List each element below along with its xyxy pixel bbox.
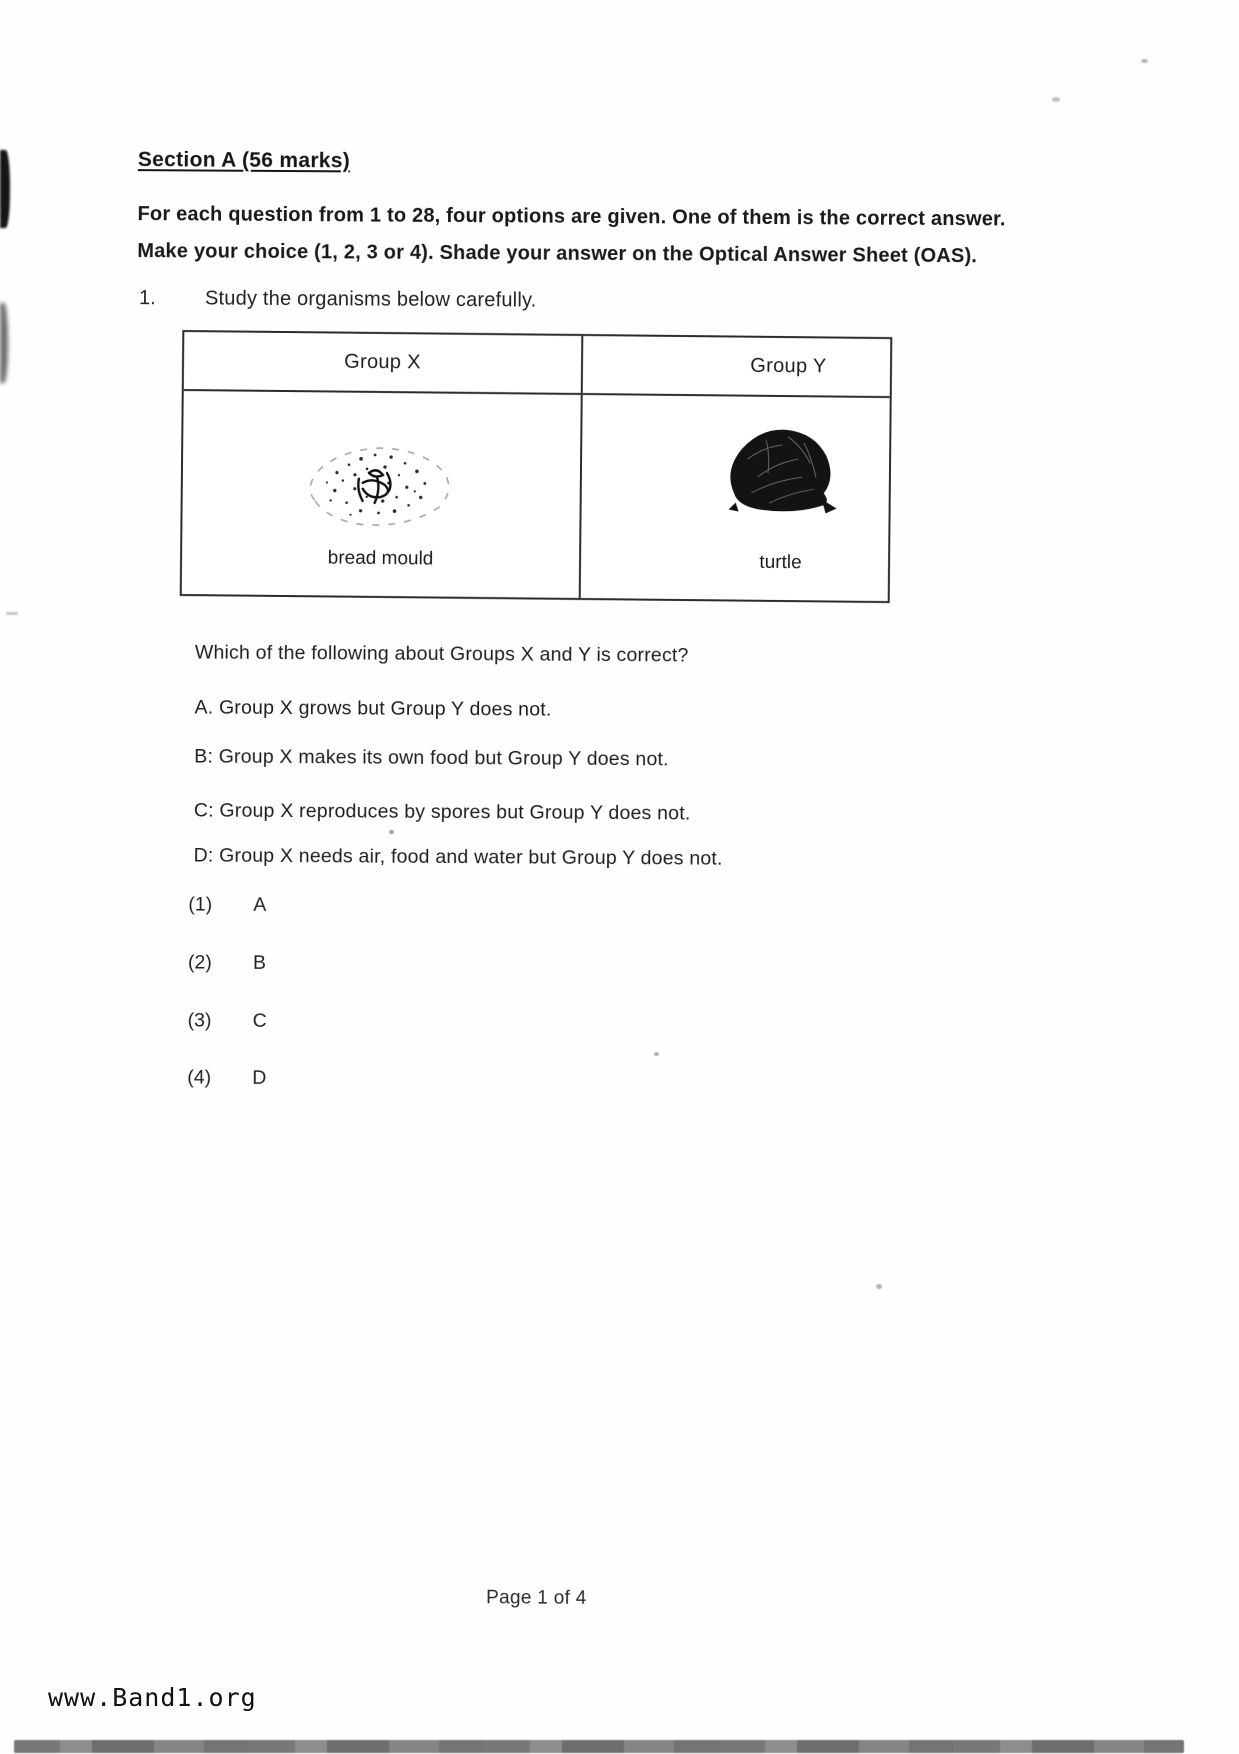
choice-4-number: (4)	[187, 1066, 212, 1089]
statement-b: B: Group X makes its own food but Group Y does not.	[194, 745, 669, 771]
group-x-cell	[182, 391, 583, 598]
section-instructions	[137, 196, 1067, 276]
group-y-cell	[581, 395, 890, 601]
scan-speck	[1052, 97, 1060, 102]
group-y-header-label: Group Y	[750, 354, 827, 378]
choice-2-letter: B	[252, 951, 267, 974]
scan-speck	[654, 1052, 659, 1056]
watermark-url: www.Band1.org	[48, 1683, 257, 1712]
scan-edge-strip	[14, 1740, 1184, 1753]
organism-table-header-row	[184, 332, 891, 398]
bread-mould-caption: bread mould	[327, 547, 434, 570]
turtle-caption: turtle	[759, 551, 802, 574]
scan-speck	[6, 612, 18, 615]
choice-1-letter: A	[253, 893, 267, 916]
page-indicator: Page 1 of 4	[486, 1587, 587, 1609]
choice-1-number: (1)	[188, 893, 213, 916]
organism-table	[180, 330, 893, 603]
section-heading: Section A (56 marks)	[137, 148, 351, 173]
statement-c: C: Group X reproduces by spores but Group Y does not.	[193, 799, 691, 825]
instructions-line-1: For each question from 1 to 28, four options are given. One of them is the correct answer.	[137, 203, 1006, 231]
group-y-header-cell	[583, 336, 891, 396]
scan-speck	[1141, 59, 1148, 63]
group-x-header-cell	[184, 332, 583, 393]
question-prompt: Which of the following about Groups X and Y is correct?	[194, 641, 689, 667]
statement-a: A. Group X grows but Group Y does not.	[194, 696, 552, 721]
turtle-illustration	[718, 418, 843, 519]
scan-blob-artifact	[0, 303, 8, 383]
bread-mould-illustration	[297, 438, 466, 532]
question-number: 1.	[138, 287, 156, 310]
question-stem: Study the organisms below carefully.	[204, 287, 537, 312]
choice-4-letter: D	[252, 1066, 267, 1089]
group-x-header-label: Group X	[344, 350, 421, 374]
organism-table-body-row	[182, 391, 890, 601]
scan-blob-artifact	[0, 150, 10, 228]
choice-3-number: (3)	[187, 1009, 212, 1032]
scan-speck	[389, 830, 394, 834]
statement-d: D: Group X needs air, food and water but Group Y does not.	[193, 844, 723, 870]
instructions-line-2: Make your choice (1, 2, 3 or 4). Shade your answer on the Optical Answer Sheet (OAS).	[137, 240, 978, 268]
choice-2-number: (2)	[187, 951, 212, 974]
choice-3-letter: C	[252, 1009, 267, 1032]
scan-speck	[876, 1284, 882, 1289]
